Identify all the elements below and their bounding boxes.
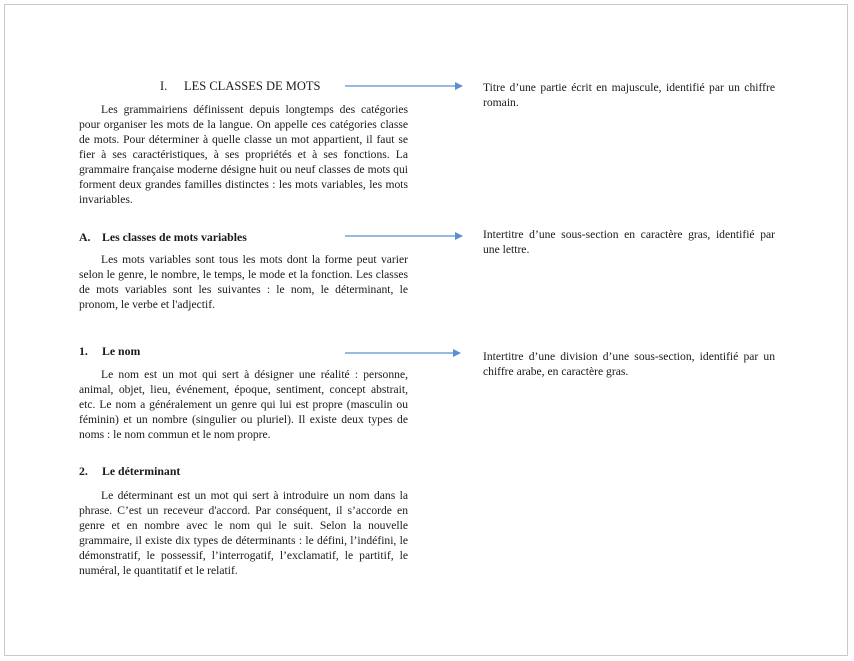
subsection-paragraph: Les mots variables sont tous les mots dont la forme peut varier selon le genre, le nombre, le temps, le mode et la fonction. Les classes de mots variables sont les suivantes : le nom, le déterminant, le pronom, le verbe et l'adjectif. bbox=[79, 253, 408, 311]
division-paragraph: Le déterminant est un mot qui sert à introduire un nom dans la phrase. C’est un receveur d'accord. Par conséquent, il s’accorde en genre et en nombre avec le nom qui le suit. Selon la nouvelle grammaire, il existe dix types de déterminants : le défini, l’indéfini, le démonstratif, le possessif, l’interrogatif, l’exclamatif, le partitif, le numéral, le quantitatif et le relatif. bbox=[79, 489, 408, 577]
division-number: 1. bbox=[79, 344, 88, 358]
division-title: Le déterminant bbox=[102, 464, 181, 478]
subsection-title: Les classes de mots variables bbox=[102, 230, 247, 244]
division-paragraph: Le nom est un mot qui sert à désigner une réalité : personne, animal, objet, lieu, événement, époque, sentiment, concept abstrait, etc. Le nom a généralement un genre qui lui est propre (masculin ou féminin) et un nombre (singulier ou pluriel). Il existe deux types de noms : le nom commun et le nom propre. bbox=[79, 368, 408, 441]
annotation-division: Intertitre d’une division d’une sous-section, identifié par un chiffre arabe, en caractère gras. bbox=[483, 350, 775, 378]
division-title: Le nom bbox=[102, 344, 141, 358]
section-paragraph: Les grammairiens définissent depuis longtemps des catégories pour organiser les mots de la langue. On appelle ces catégories classe de mots. Pour déterminer à quelle classe un mot appartient, il faut se fier à ses caractéristiques, à ses propriétés et à ses fonctions. La grammaire française moderne désigne huit ou neuf classes de mots qui forment deux grandes familles distinctes : les mots variables, les mots invariables. bbox=[79, 103, 408, 206]
annotation-subsection: Intertitre d’une sous-section en caractère gras, identifié par une lettre. bbox=[483, 228, 775, 256]
subsection-letter: A. bbox=[79, 230, 91, 244]
section-number: I. bbox=[160, 79, 168, 93]
annotation-part-title: Titre d’une partie écrit en majuscule, identifié par un chiffre romain. bbox=[483, 81, 775, 109]
division-number: 2. bbox=[79, 464, 88, 478]
section-title: LES CLASSES DE MOTS bbox=[184, 79, 321, 93]
